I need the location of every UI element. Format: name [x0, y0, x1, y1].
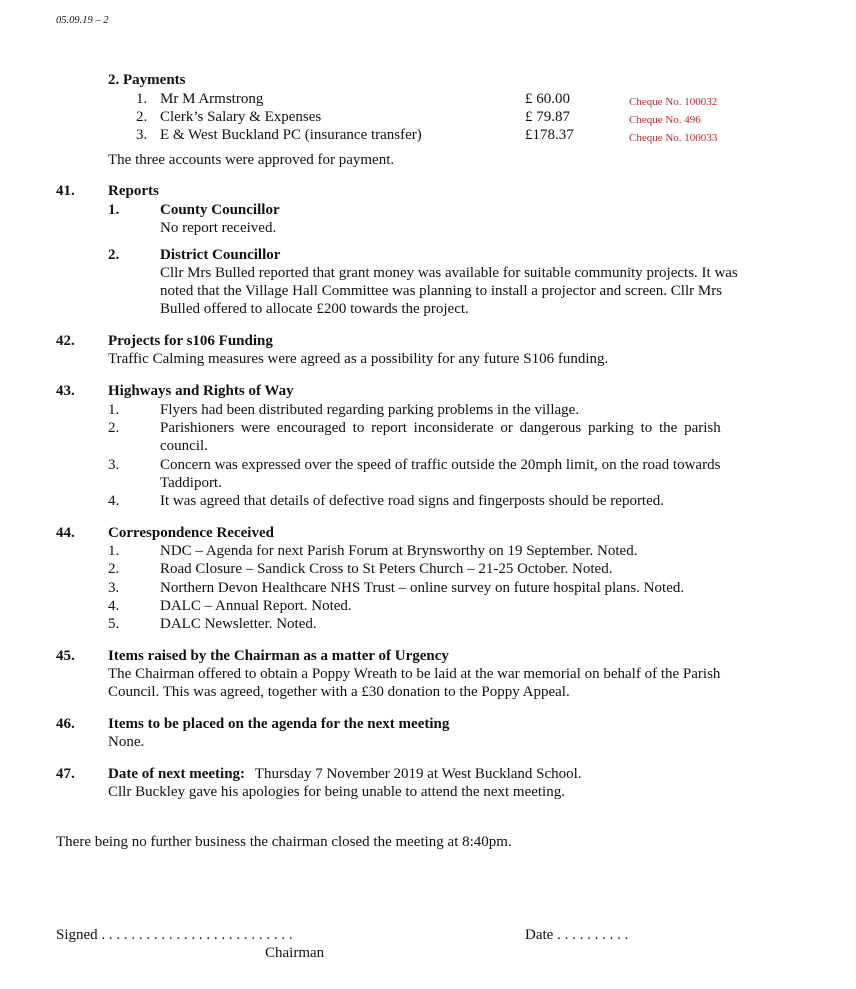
section-number: 45. — [56, 648, 75, 664]
list-number: 3. — [108, 457, 120, 473]
list-number: 2. — [108, 561, 120, 577]
list-number: 3. — [108, 580, 120, 596]
list-text: council. — [160, 438, 208, 454]
payment-number: 2. — [136, 109, 148, 125]
section-number: 43. — [56, 383, 75, 399]
section-title: Correspondence Received — [108, 525, 274, 541]
section-title: Items raised by the Chairman as a matter of Urgency — [108, 648, 449, 664]
section-number: 46. — [56, 716, 75, 732]
paragraph-line: The Chairman offered to obtain a Poppy Wreath to be laid at the war memorial on behalf of the Parish — [108, 666, 721, 682]
list-text: Taddiport. — [160, 475, 222, 491]
list-text: DALC – Annual Report. Noted. — [160, 598, 352, 614]
list-text: It was agreed that details of defective road signs and fingerposts should be reported. — [160, 493, 665, 509]
date-line: Date . . . . . . . . . . — [525, 927, 629, 943]
payment-amount: £ 79.87 — [525, 109, 570, 125]
paragraph-line: Council. This was agreed, together with a £30 donation to the Poppy Appeal. — [108, 684, 570, 700]
subsection-number: 1. — [108, 202, 120, 218]
section-title: Date of next meeting: — [108, 766, 246, 782]
payment-payee: Clerk’s Salary & Expenses — [160, 109, 322, 125]
section-number: 47. — [56, 766, 75, 782]
section-title: Projects for s106 Funding — [108, 333, 273, 349]
closing-statement: There being no further business the chairman closed the meeting at 8:40pm. — [56, 834, 512, 850]
signature-role: Chairman — [265, 945, 325, 961]
signed-line: Signed . . . . . . . . . . . . . . . . . . . . . . . . . . — [56, 927, 293, 943]
payment-cheque: Cheque No. 100032 — [629, 96, 718, 108]
meeting-details: Thursday 7 November 2019 at West Buckland School. — [254, 766, 582, 782]
section-title: Items to be placed on the agenda for the next meeting — [108, 716, 450, 732]
page-reference: 05.09.19 – 2 — [56, 15, 109, 26]
list-number: 2. — [108, 420, 120, 436]
section-number: 41. — [56, 183, 75, 199]
list-text: Road Closure – Sandick Cross to St Peters Church – 21-25 October. Noted. — [160, 561, 613, 577]
section-number: 42. — [56, 333, 75, 349]
subsection-title: District Councillor — [160, 247, 281, 263]
payment-number: 3. — [136, 127, 148, 143]
list-text: Concern was expressed over the speed of traffic outside the 20mph limit, on the road towards — [160, 457, 721, 473]
list-number: 1. — [108, 402, 120, 418]
subsection-text: No report received. — [160, 220, 277, 236]
payment-payee: E & West Buckland PC (insurance transfer) — [160, 127, 422, 143]
list-text: Parishioners were encouraged to report inconsiderate or dangerous parking to the parish — [160, 420, 721, 436]
paragraph-line: noted that the Village Hall Committee was planning to install a projector and screen. Cllr Mrs — [160, 283, 723, 299]
section-text: None. — [108, 734, 145, 750]
section-text: Traffic Calming measures were agreed as a possibility for any future S106 funding. — [108, 351, 609, 367]
list-text: Flyers had been distributed regarding parking problems in the village. — [160, 402, 580, 418]
section-title: Highways and Rights of Way — [108, 383, 294, 399]
payment-cheque: Cheque No. 496 — [629, 114, 701, 126]
paragraph-line: Bulled offered to allocate £200 towards the project. — [160, 301, 469, 317]
list-number: 4. — [108, 493, 120, 509]
list-text: Northern Devon Healthcare NHS Trust – online survey on future hospital plans. Noted. — [160, 580, 685, 596]
section-number: 44. — [56, 525, 75, 541]
section-text: Cllr Buckley gave his apologies for being unable to attend the next meeting. — [108, 784, 565, 800]
payments-heading: 2. Payments — [108, 72, 186, 88]
subsection-title: County Councillor — [160, 202, 280, 218]
list-number: 5. — [108, 616, 120, 632]
section-title: Reports — [108, 183, 159, 199]
subsection-number: 2. — [108, 247, 120, 263]
payment-number: 1. — [136, 91, 148, 107]
payment-amount: £ 60.00 — [525, 91, 570, 107]
list-number: 4. — [108, 598, 120, 614]
section-title-line — [108, 765, 582, 783]
paragraph-line: Cllr Mrs Bulled reported that grant money was available for suitable community projects. It was — [160, 265, 738, 281]
payment-cheque: Cheque No. 100033 — [629, 132, 718, 144]
list-text: DALC Newsletter. Noted. — [160, 616, 317, 632]
payment-payee: Mr M Armstrong — [160, 91, 264, 107]
payment-amount: £178.37 — [525, 127, 574, 143]
payments-note: The three accounts were approved for payment. — [108, 152, 395, 168]
list-text: NDC – Agenda for next Parish Forum at Brynsworthy on 19 September. Noted. — [160, 543, 638, 559]
list-number: 1. — [108, 543, 120, 559]
